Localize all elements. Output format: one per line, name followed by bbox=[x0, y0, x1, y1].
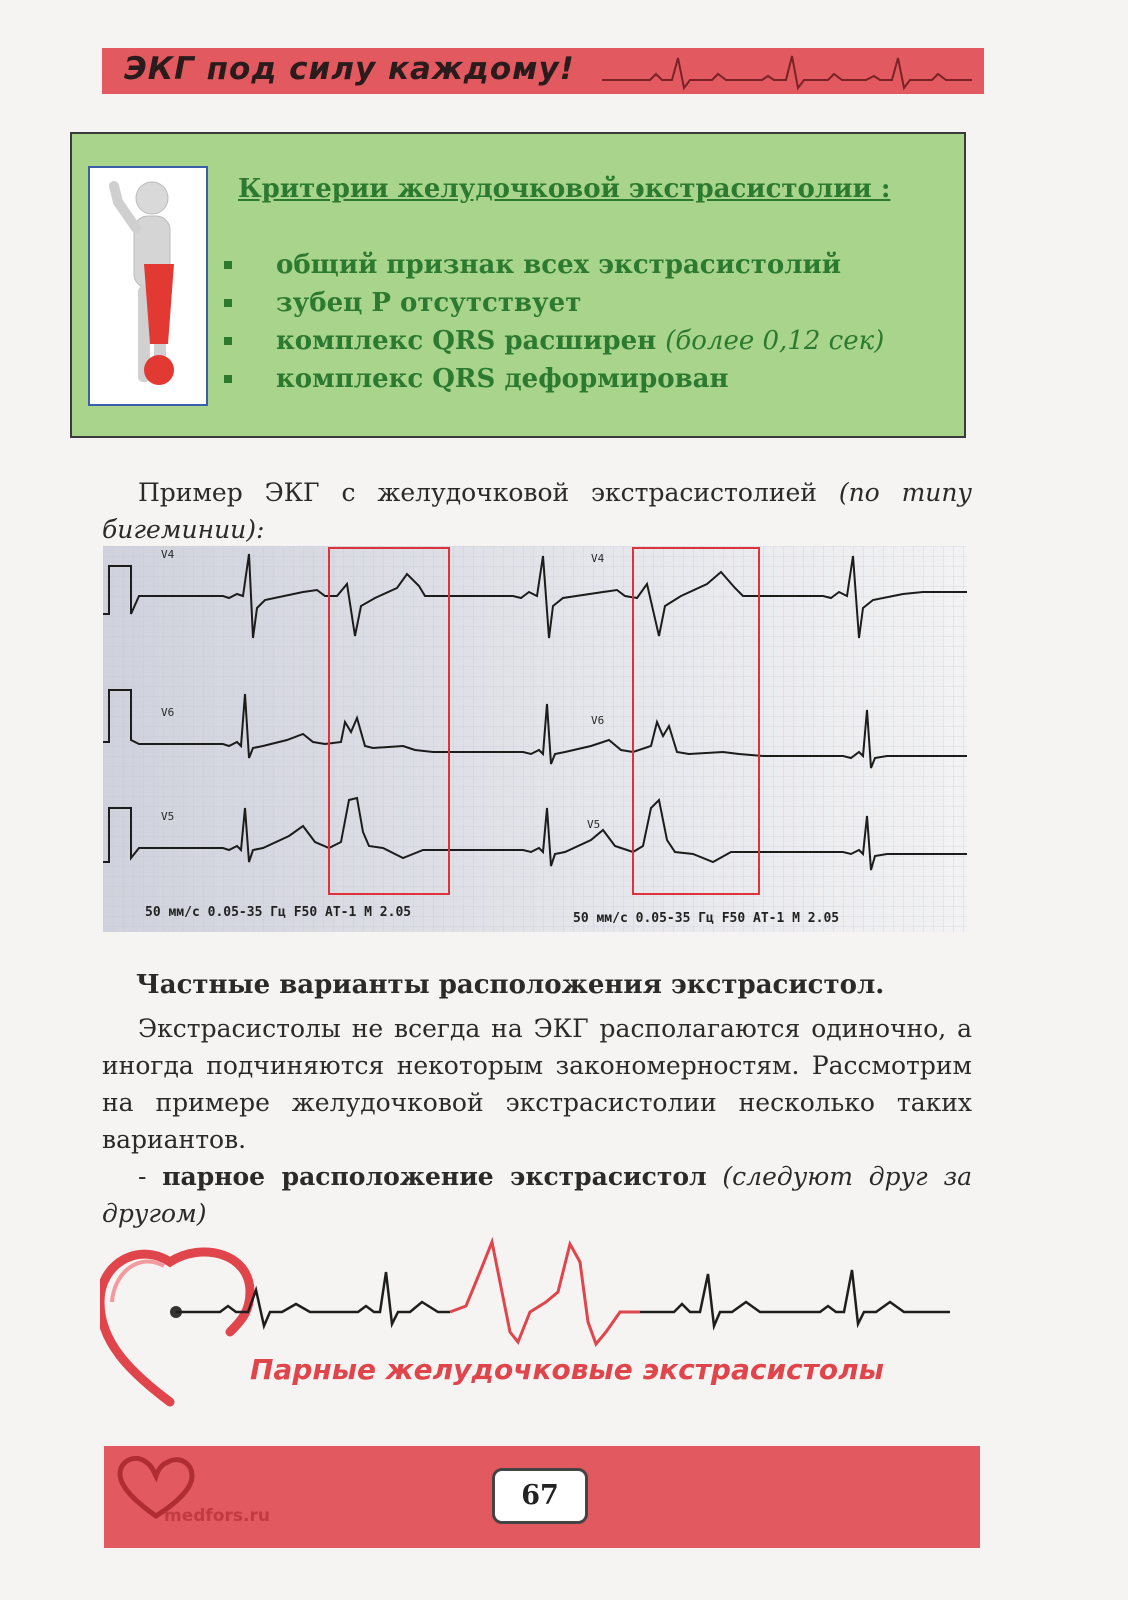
book-title: ЭКГ под силу каждому! bbox=[124, 51, 575, 87]
lead-label-v5-right: V5 bbox=[587, 818, 601, 831]
criteria-title: Критерии желудочковой экстрасистолии : bbox=[238, 174, 891, 204]
page-number: 67 bbox=[492, 1468, 588, 1524]
bullet-icon bbox=[224, 375, 232, 383]
section-paragraph: Экстрасистолы не всегда на ЭКГ располагаются одиночно, а иногда подчиняются некоторым закономерностям. Рассмотрим на примере желудочковой экстрасистолии несколько таких вариантов. bbox=[102, 1014, 972, 1154]
ecg-strip-image bbox=[103, 546, 967, 932]
criteria-item: комплекс QRS расширен (более 0,12 сек) bbox=[224, 322, 884, 360]
bullet-icon bbox=[224, 337, 232, 345]
lead-label-v4-right: V4 bbox=[591, 552, 605, 565]
bullet-icon bbox=[224, 299, 232, 307]
ecg-footer-left: 50 мм/с 0.05-35 Гц F50 AT-1 M 2.05 bbox=[145, 905, 412, 920]
header-banner bbox=[102, 48, 984, 94]
pair-paragraph: - парное расположение экстрасистол (следуют друг за другом) bbox=[102, 1162, 972, 1228]
site-name: medfors.ru bbox=[164, 1506, 270, 1526]
lead-label-v6: V6 bbox=[161, 706, 175, 719]
section-title: Частные варианты расположения экстрасистол. bbox=[136, 970, 885, 1000]
bullet-icon bbox=[224, 261, 232, 269]
criteria-item: общий признак всех экстрасистолий bbox=[224, 246, 884, 284]
intro-paragraph: Пример ЭКГ с желудочковой экстрасистолией (по типу бигеминии): bbox=[102, 478, 972, 544]
footer-banner bbox=[104, 1446, 980, 1548]
criteria-list bbox=[224, 246, 884, 398]
illustration-caption: Парные желудочковые экстрасистолы bbox=[250, 1353, 884, 1386]
lead-label-v5: V5 bbox=[161, 810, 175, 823]
ecg-footer-right: 50 мм/с 0.05-35 Гц F50 AT-1 M 2.05 bbox=[573, 911, 840, 926]
exclamation-figure-icon bbox=[88, 166, 208, 406]
criteria-item: зубец Р отсутствует bbox=[224, 284, 884, 322]
header-ecg-icon bbox=[602, 52, 972, 92]
criteria-box bbox=[70, 132, 966, 438]
lead-label-v6-right: V6 bbox=[591, 714, 605, 727]
lead-label-v4: V4 bbox=[161, 548, 175, 561]
criteria-item: комплекс QRS деформирован bbox=[224, 360, 884, 398]
